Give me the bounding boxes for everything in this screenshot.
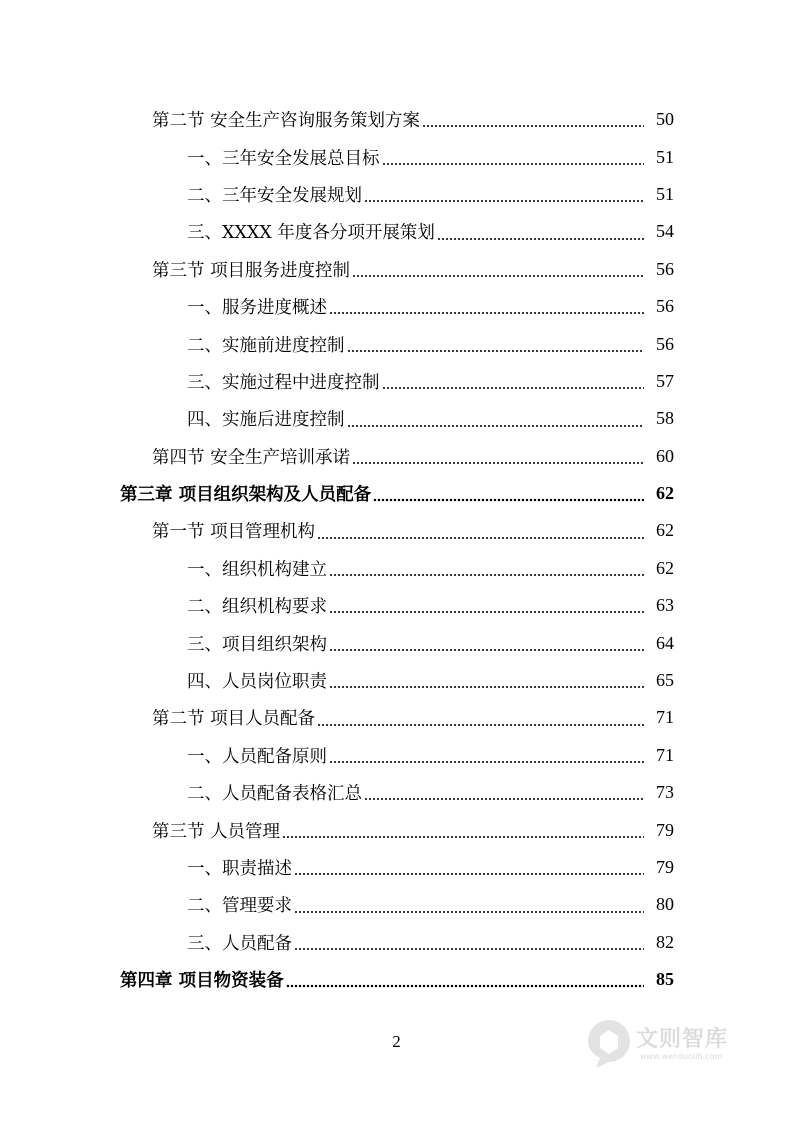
toc-entry-label: 第三章 项目组织架构及人员配备 — [120, 485, 372, 506]
toc-leader-dots — [364, 797, 644, 801]
toc-entry-section[interactable] — [0, 438, 793, 475]
toc-leader-dots — [437, 237, 644, 241]
toc-entry-item[interactable] — [0, 400, 793, 437]
toc-leader-dots — [317, 723, 644, 727]
toc-entry-page: 57 — [656, 370, 674, 391]
table-of-contents — [0, 101, 793, 998]
toc-leader-dots — [422, 124, 644, 128]
toc-entry-item[interactable] — [0, 288, 793, 325]
toc-entry-chapter[interactable] — [0, 475, 793, 512]
toc-leader-dots — [382, 162, 645, 166]
toc-entry-label: 二、三年安全发展规划 — [187, 185, 362, 206]
toc-entry-item[interactable] — [0, 587, 793, 624]
toc-leader-dots — [329, 573, 644, 577]
toc-entry-section[interactable] — [0, 512, 793, 549]
wenku-logo-icon — [586, 1018, 632, 1070]
toc-entry-label: 三、人员配备 — [187, 933, 292, 954]
toc-entry-label: 三、实施过程中进度控制 — [187, 372, 380, 393]
toc-entry-section[interactable] — [0, 699, 793, 736]
toc-entry-label: 第三节 项目服务进度控制 — [152, 260, 351, 281]
toc-entry-page: 71 — [656, 744, 674, 765]
toc-leader-dots — [294, 947, 644, 951]
toc-entry-page: 62 — [656, 520, 674, 541]
toc-leader-dots — [329, 760, 644, 764]
toc-leader-dots — [317, 536, 644, 540]
toc-leader-dots — [329, 311, 644, 315]
toc-entry-item[interactable] — [0, 176, 793, 213]
toc-entry-page: 51 — [656, 146, 674, 167]
toc-entry-item[interactable] — [0, 924, 793, 961]
toc-entry-page: 85 — [656, 969, 674, 990]
toc-entry-section[interactable] — [0, 251, 793, 288]
toc-entry-label: 三、项目组织架构 — [187, 634, 327, 655]
toc-entry-page: 50 — [656, 109, 674, 130]
toc-entry-label: 一、职责描述 — [187, 859, 292, 879]
toc-leader-dots — [352, 274, 644, 278]
toc-entry-page: 62 — [656, 557, 674, 578]
toc-entry-label: 第三节 人员管理 — [152, 821, 281, 842]
toc-entry-label: 三、XXXX 年度各分项开展策划 — [187, 223, 435, 244]
toc-entry-page: 51 — [656, 183, 674, 204]
toc-entry-page: 54 — [656, 221, 674, 242]
toc-entry-page: 65 — [656, 670, 674, 691]
toc-entry-page: 56 — [656, 258, 674, 279]
toc-entry-label: 四、实施后进度控制 — [187, 410, 345, 431]
toc-entry-label: 四、人员岗位职责 — [187, 672, 327, 693]
toc-entry-item[interactable] — [0, 774, 793, 811]
toc-entry-page: 71 — [656, 707, 674, 728]
toc-leader-dots — [364, 199, 644, 203]
watermark — [586, 1018, 756, 1074]
toc-leader-dots — [347, 349, 645, 353]
toc-entry-label: 第二节 项目人员配备 — [152, 709, 316, 730]
watermark-brand: 文则智库 — [636, 1027, 729, 1052]
toc-entry-page: 79 — [656, 819, 674, 840]
toc-entry-page: 60 — [656, 445, 674, 466]
toc-entry-page: 73 — [656, 782, 674, 803]
page-number: 2 — [392, 1032, 401, 1051]
toc-entry-item[interactable] — [0, 325, 793, 362]
toc-leader-dots — [294, 910, 644, 914]
toc-leader-dots — [282, 835, 644, 839]
toc-entry-label: 一、三年安全发展总目标 — [187, 148, 380, 169]
toc-entry-label: 一、服务进度概述 — [187, 298, 327, 319]
toc-entry-label: 第四节 安全生产培训承诺 — [152, 447, 351, 468]
toc-entry-item[interactable] — [0, 213, 793, 250]
toc-entry-item[interactable] — [0, 624, 793, 661]
toc-entry-label: 一、人员配备原则 — [187, 746, 327, 767]
toc-entry-page: 80 — [656, 894, 674, 915]
toc-entry-item[interactable] — [0, 662, 793, 699]
toc-leader-dots — [382, 386, 645, 390]
toc-entry-page: 64 — [656, 632, 674, 653]
toc-entry-item[interactable] — [0, 138, 793, 175]
toc-entry-page: 56 — [656, 333, 674, 354]
toc-entry-page: 63 — [656, 595, 674, 616]
toc-entry-chapter[interactable] — [0, 961, 793, 998]
toc-entry-page: 79 — [656, 857, 674, 877]
toc-leader-dots — [352, 461, 644, 465]
toc-entry-section[interactable] — [0, 101, 793, 138]
toc-entry-section[interactable] — [0, 811, 793, 848]
toc-entry-item[interactable] — [0, 737, 793, 774]
toc-entry-page: 82 — [656, 931, 674, 952]
toc-entry-label: 二、实施前进度控制 — [187, 335, 345, 356]
toc-entry-page: 62 — [656, 483, 674, 504]
toc-entry-page: 58 — [656, 408, 674, 429]
toc-entry-item[interactable] — [0, 363, 793, 400]
toc-leader-dots — [294, 872, 644, 876]
toc-leader-dots — [329, 648, 644, 652]
toc-leader-dots — [373, 498, 644, 502]
toc-leader-dots — [329, 610, 644, 614]
watermark-url: www.wenduolib.com — [640, 1052, 723, 1061]
toc-entry-label: 第四章 项目物资装备 — [120, 971, 284, 992]
toc-entry-label: 二、人员配备表格汇总 — [187, 784, 362, 805]
toc-leader-dots — [347, 424, 645, 428]
toc-entry-label: 一、组织机构建立 — [187, 559, 327, 580]
toc-leader-dots — [286, 984, 644, 988]
toc-entry-item[interactable] — [0, 550, 793, 587]
toc-entry-item[interactable] — [0, 849, 793, 886]
toc-entry-label: 第一节 项目管理机构 — [152, 522, 316, 543]
toc-entry-page: 56 — [656, 296, 674, 317]
toc-entry-label: 二、组织机构要求 — [187, 597, 327, 618]
toc-entry-label: 二、管理要求 — [187, 896, 292, 917]
toc-entry-item[interactable] — [0, 886, 793, 923]
toc-entry-label: 第二节 安全生产咨询服务策划方案 — [152, 111, 421, 132]
toc-leader-dots — [329, 685, 644, 689]
